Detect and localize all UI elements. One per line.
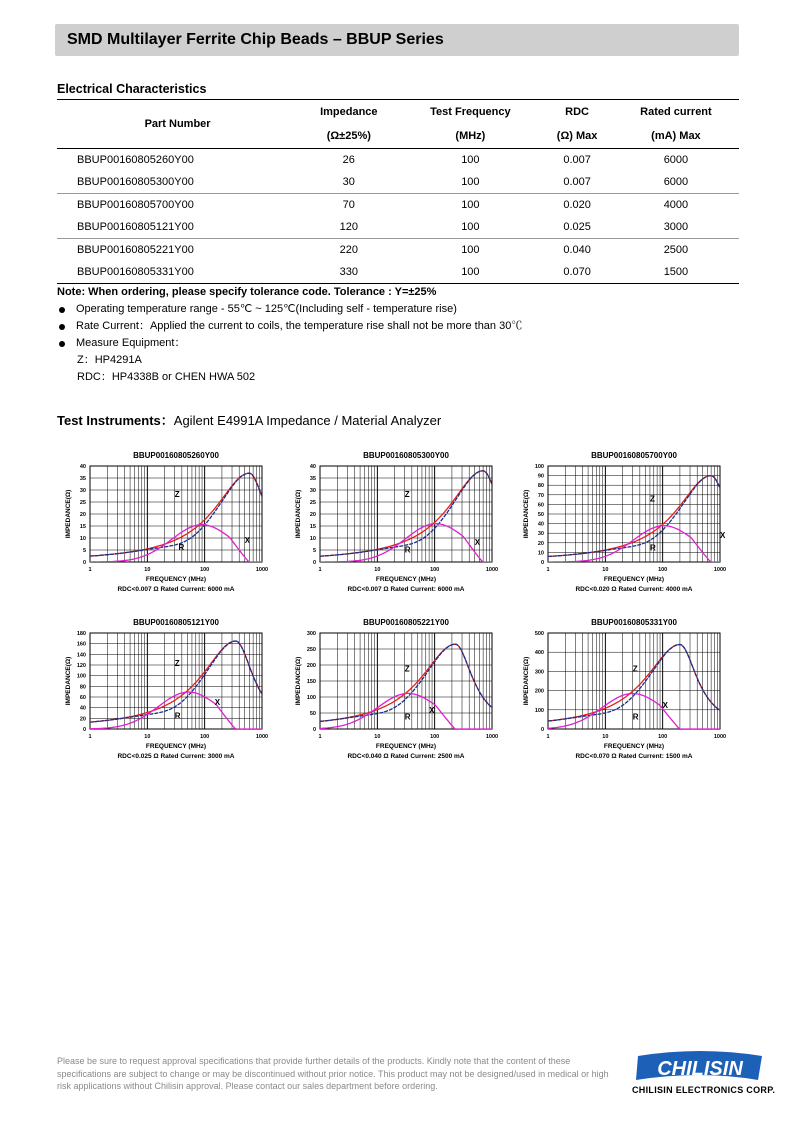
y-tick-label: 5	[312, 548, 316, 554]
table-row	[57, 216, 739, 239]
ordering-note: Note: When ordering, please specify tolerance code. Tolerance : Y=±25%	[57, 286, 437, 298]
series-label: Z	[404, 490, 410, 500]
y-tick-label: 15	[79, 524, 86, 530]
chart-caption: RDC<0.007 Ω Rated Current: 6000 mA	[347, 586, 465, 593]
table-row	[57, 149, 739, 172]
series-label: R	[404, 545, 411, 555]
frequency-cell: 100	[399, 149, 541, 172]
chart-caption: RDC<0.025 Ω Rated Current: 3000 mA	[117, 753, 235, 760]
y-tick-label: 30	[79, 488, 86, 494]
r-curve	[90, 525, 262, 562]
x-tick-label: 100	[658, 567, 668, 573]
impedance-cell: 220	[298, 239, 399, 262]
r-curve	[320, 524, 492, 562]
r-curve	[548, 526, 720, 562]
bullet-dot-icon	[59, 307, 65, 313]
x-tick-label: 1	[88, 567, 92, 573]
impedance-chart	[60, 617, 280, 777]
header-test-frequency: Test Frequency	[399, 100, 541, 125]
y-tick-label: 180	[76, 631, 86, 637]
y-tick-label: 80	[537, 483, 544, 490]
electrical-characteristics-table	[57, 99, 739, 284]
y-tick-label: 40	[79, 464, 86, 470]
impedance-cell: 330	[298, 261, 399, 284]
y-tick-label: 400	[534, 650, 544, 657]
y-tick-label: 0	[312, 560, 316, 566]
y-tick-label: 0	[540, 727, 544, 733]
y-tick-label: 60	[537, 502, 544, 509]
chart-title: BBUP00160805221Y00	[363, 618, 449, 627]
x-axis-label: FREQUENCY (MHz)	[603, 743, 665, 750]
bullet-dot-icon	[59, 341, 65, 347]
x-tick-label: 100	[430, 567, 440, 573]
x-tick-label: 10	[374, 734, 381, 740]
test-instruments	[57, 410, 441, 429]
y-tick-label: 80	[79, 684, 86, 691]
header-part-number: Part Number	[57, 100, 298, 149]
y-tick-label: 25	[79, 500, 86, 506]
x-tick-label: 100	[658, 734, 668, 740]
chart-title: BBUP00160805121Y00	[133, 618, 219, 627]
impedance-chart	[518, 617, 738, 777]
table-row	[57, 239, 739, 262]
x-tick-label: 10	[374, 567, 381, 573]
test-instruments-label: Test Instruments：	[57, 413, 174, 428]
y-tick-label: 10	[537, 550, 544, 557]
x-axis-label: FREQUENCY (MHz)	[375, 576, 437, 583]
y-tick-label: 20	[309, 512, 316, 518]
x-curve	[90, 641, 262, 722]
header-rdc-unit: (Ω) Max	[556, 130, 598, 142]
y-tick-label: 250	[306, 647, 316, 653]
x-tick-label: 10	[602, 567, 609, 573]
y-tick-label: 15	[309, 524, 316, 530]
y-axis-label: IMPEDANCE(Ω)	[65, 489, 72, 539]
r-curve	[548, 694, 720, 730]
y-tick-label: 120	[76, 663, 86, 669]
x-axis-label: FREQUENCY (MHz)	[145, 743, 207, 750]
header-rated-current: Rated current	[613, 100, 739, 125]
x-tick-label: 10	[602, 734, 609, 740]
part-number-cell: BBUP00160805221Y00	[57, 239, 298, 262]
x-tick-label: 100	[200, 567, 210, 573]
header-bar	[55, 24, 739, 56]
y-tick-label: 0	[540, 560, 544, 566]
equipment-z: Z：HP4291A	[77, 354, 142, 366]
logo-wordmark: CHILISIN	[657, 1058, 743, 1080]
chart-caption: RDC<0.070 Ω Rated Current: 1500 mA	[575, 753, 693, 760]
x-tick-label: 1000	[255, 567, 269, 573]
table-row	[57, 171, 739, 194]
chart-caption: RDC<0.040 Ω Rated Current: 2500 mA	[347, 753, 465, 760]
y-tick-label: 160	[76, 641, 86, 648]
header-current-unit: (mA) Max	[651, 130, 701, 142]
page-title: SMD Multilayer Ferrite Chip Beads – BBUP Series	[67, 31, 444, 48]
chart-title: BBUP00160805300Y00	[363, 451, 449, 460]
impedance-chart	[518, 450, 738, 610]
bullet-equipment	[57, 335, 522, 352]
x-tick-label: 1	[318, 567, 322, 573]
x-tick-label: 1000	[255, 734, 269, 740]
z-curve	[90, 473, 262, 556]
y-axis-label: IMPEDANCE(Ω)	[295, 656, 302, 706]
y-tick-label: 100	[534, 707, 544, 714]
series-label: X	[720, 531, 726, 540]
rdc-cell: 0.007	[541, 149, 613, 172]
equipment-text: Measure Equipment：	[76, 337, 186, 349]
y-tick-label: 200	[306, 663, 316, 669]
impedance-chart	[60, 450, 280, 610]
frequency-cell: 100	[461, 221, 480, 233]
x-tick-label: 1000	[713, 567, 727, 573]
rated-current-text: Rate Current：Applied the current to coils, the temperature rise shall not be more than 30℃	[76, 320, 523, 332]
series-label: Z	[632, 664, 638, 674]
y-tick-label: 0	[312, 727, 316, 733]
y-tick-label: 35	[309, 476, 316, 482]
frequency-cell: 100	[399, 261, 541, 284]
x-curve	[320, 471, 492, 556]
series-label: X	[429, 706, 435, 715]
z-curve	[90, 641, 262, 722]
series-label: Z	[174, 490, 180, 500]
y-axis-label: IMPEDANCE(Ω)	[523, 489, 530, 539]
rdc-cell: 0.025	[563, 221, 591, 233]
impedance-cell: 26	[298, 149, 399, 172]
y-tick-label: 20	[79, 512, 86, 518]
x-tick-label: 100	[200, 734, 210, 740]
chart-caption: RDC<0.007 Ω Rated Current: 6000 mA	[117, 586, 235, 593]
x-tick-label: 1000	[713, 734, 727, 740]
y-tick-label: 25	[309, 500, 316, 506]
x-axis-label: FREQUENCY (MHz)	[375, 743, 437, 750]
current-cell: 2500	[613, 239, 739, 262]
x-tick-label: 1	[546, 567, 550, 573]
x-tick-label: 10	[144, 734, 151, 740]
current-cell: 6000	[663, 176, 689, 188]
y-tick-label: 40	[309, 464, 316, 470]
y-tick-label: 100	[76, 673, 86, 680]
y-tick-label: 50	[537, 512, 544, 518]
part-number-cell: BBUP00160805331Y00	[57, 261, 298, 284]
part-number-cell: BBUP00160805300Y00	[77, 176, 194, 188]
x-tick-label: 10	[144, 567, 151, 573]
series-label: X	[474, 538, 481, 548]
x-tick-label: 1	[318, 734, 322, 740]
section-title: Electrical Characteristics	[57, 82, 207, 96]
y-axis-label: IMPEDANCE(Ω)	[295, 489, 302, 539]
x-axis-label: FREQUENCY (MHz)	[603, 576, 665, 583]
equipment-rdc: RDC：HP4338B or CHEN HWA 502	[77, 371, 256, 383]
series-label: Z	[649, 494, 655, 504]
y-tick-label: 20	[537, 540, 544, 547]
y-axis-label: IMPEDANCE(Ω)	[523, 656, 530, 706]
bullet-rated-current	[57, 318, 522, 335]
chart-title: BBUP00160805260Y00	[133, 451, 219, 460]
impedance-cell: 30	[342, 176, 355, 188]
frequency-cell: 100	[461, 176, 480, 188]
footer-disclaimer: Please be sure to request approval specifications that provide further details of the products. Kindly note that the content of these specifications are subject to change or may be discontinued without prior notice. This product may not be designed/used in medical or high risk applications without Chilisin approval. Please contact our sales department before ordering.	[57, 1056, 609, 1091]
y-tick-label: 5	[82, 548, 86, 554]
table-row	[57, 261, 739, 284]
y-tick-label: 40	[537, 521, 544, 528]
y-tick-label: 200	[534, 688, 544, 695]
y-tick-label: 10	[79, 536, 86, 542]
impedance-chart	[290, 450, 510, 610]
table-row	[57, 194, 739, 217]
chart-caption: RDC<0.020 Ω Rated Current: 4000 mA	[575, 586, 693, 593]
z-curve	[320, 644, 492, 721]
header-impedance-unit: (Ω±25%)	[326, 130, 371, 142]
rdc-cell: 0.007	[563, 176, 591, 188]
series-label: X	[214, 698, 221, 707]
header-rdc: RDC	[541, 100, 613, 125]
y-tick-label: 50	[309, 711, 316, 717]
impedance-cell: 70	[298, 194, 399, 217]
x-tick-label: 1	[88, 734, 92, 740]
notes	[57, 284, 522, 386]
series-label: Z	[174, 659, 180, 669]
frequency-cell: 100	[399, 239, 541, 262]
series-label: R	[649, 543, 656, 553]
x-tick-label: 1	[546, 734, 550, 740]
y-tick-label: 0	[82, 560, 86, 566]
y-tick-label: 150	[306, 679, 316, 685]
frequency-cell: 100	[399, 194, 541, 217]
rdc-cell: 0.070	[541, 261, 613, 284]
x-curve	[320, 644, 492, 721]
y-tick-label: 300	[306, 631, 316, 637]
y-tick-label: 30	[537, 531, 544, 538]
series-label: R	[632, 712, 639, 722]
y-tick-label: 35	[79, 476, 86, 482]
temperature-text: Operating temperature range - 55℃ ~ 125℃(Including self - temperature rise)	[76, 303, 457, 315]
y-tick-label: 30	[309, 488, 316, 494]
header-impedance: Impedance	[298, 100, 399, 125]
series-label: R	[404, 712, 411, 722]
series-label: X	[244, 535, 251, 545]
header-frequency-unit: (MHz)	[455, 130, 486, 142]
part-number-cell: BBUP00160805260Y00	[57, 149, 298, 172]
y-tick-label: 90	[537, 473, 544, 480]
chart-title: BBUP00160805331Y00	[591, 618, 677, 627]
y-tick-label: 60	[79, 695, 86, 701]
series-label: Z	[404, 664, 410, 674]
y-tick-label: 300	[534, 669, 544, 676]
x-tick-label: 100	[430, 734, 440, 740]
x-curve	[548, 476, 720, 557]
chart-title: BBUP00160805700Y00	[591, 451, 677, 460]
x-curve	[90, 473, 262, 556]
test-instruments-value: Agilent E4991A Impedance / Material Analyzer	[173, 413, 442, 428]
y-tick-label: 20	[79, 716, 86, 723]
series-label: X	[662, 700, 669, 710]
rdc-cell: 0.020	[541, 194, 613, 217]
y-tick-label: 40	[79, 705, 86, 712]
series-label: R	[174, 711, 181, 721]
bullet-temperature	[57, 301, 522, 318]
y-tick-label: 0	[82, 727, 86, 733]
y-tick-label: 100	[306, 695, 316, 701]
bullet-dot-icon	[59, 324, 65, 330]
y-axis-label: IMPEDANCE(Ω)	[65, 656, 72, 706]
impedance-chart	[290, 617, 510, 777]
y-tick-label: 500	[534, 631, 544, 637]
rdc-cell: 0.040	[541, 239, 613, 262]
y-tick-label: 140	[76, 652, 86, 659]
current-cell: 6000	[613, 149, 739, 172]
series-label: R	[178, 543, 185, 552]
current-cell: 3000	[663, 221, 689, 233]
x-axis-label: FREQUENCY (MHz)	[145, 576, 207, 583]
current-cell: 4000	[613, 194, 739, 217]
current-cell: 1500	[613, 261, 739, 284]
x-tick-label: 1000	[485, 567, 499, 573]
x-tick-label: 1000	[485, 734, 499, 740]
y-tick-label: 10	[309, 536, 316, 542]
part-number-cell: BBUP00160805121Y00	[77, 221, 194, 233]
y-tick-label: 70	[537, 492, 544, 499]
corp-name: CHILISIN ELECTRONICS CORP.	[632, 1085, 776, 1095]
part-number-cell: BBUP00160805700Y00	[57, 194, 298, 217]
impedance-cell: 120	[339, 221, 358, 233]
y-tick-label: 100	[534, 464, 544, 470]
